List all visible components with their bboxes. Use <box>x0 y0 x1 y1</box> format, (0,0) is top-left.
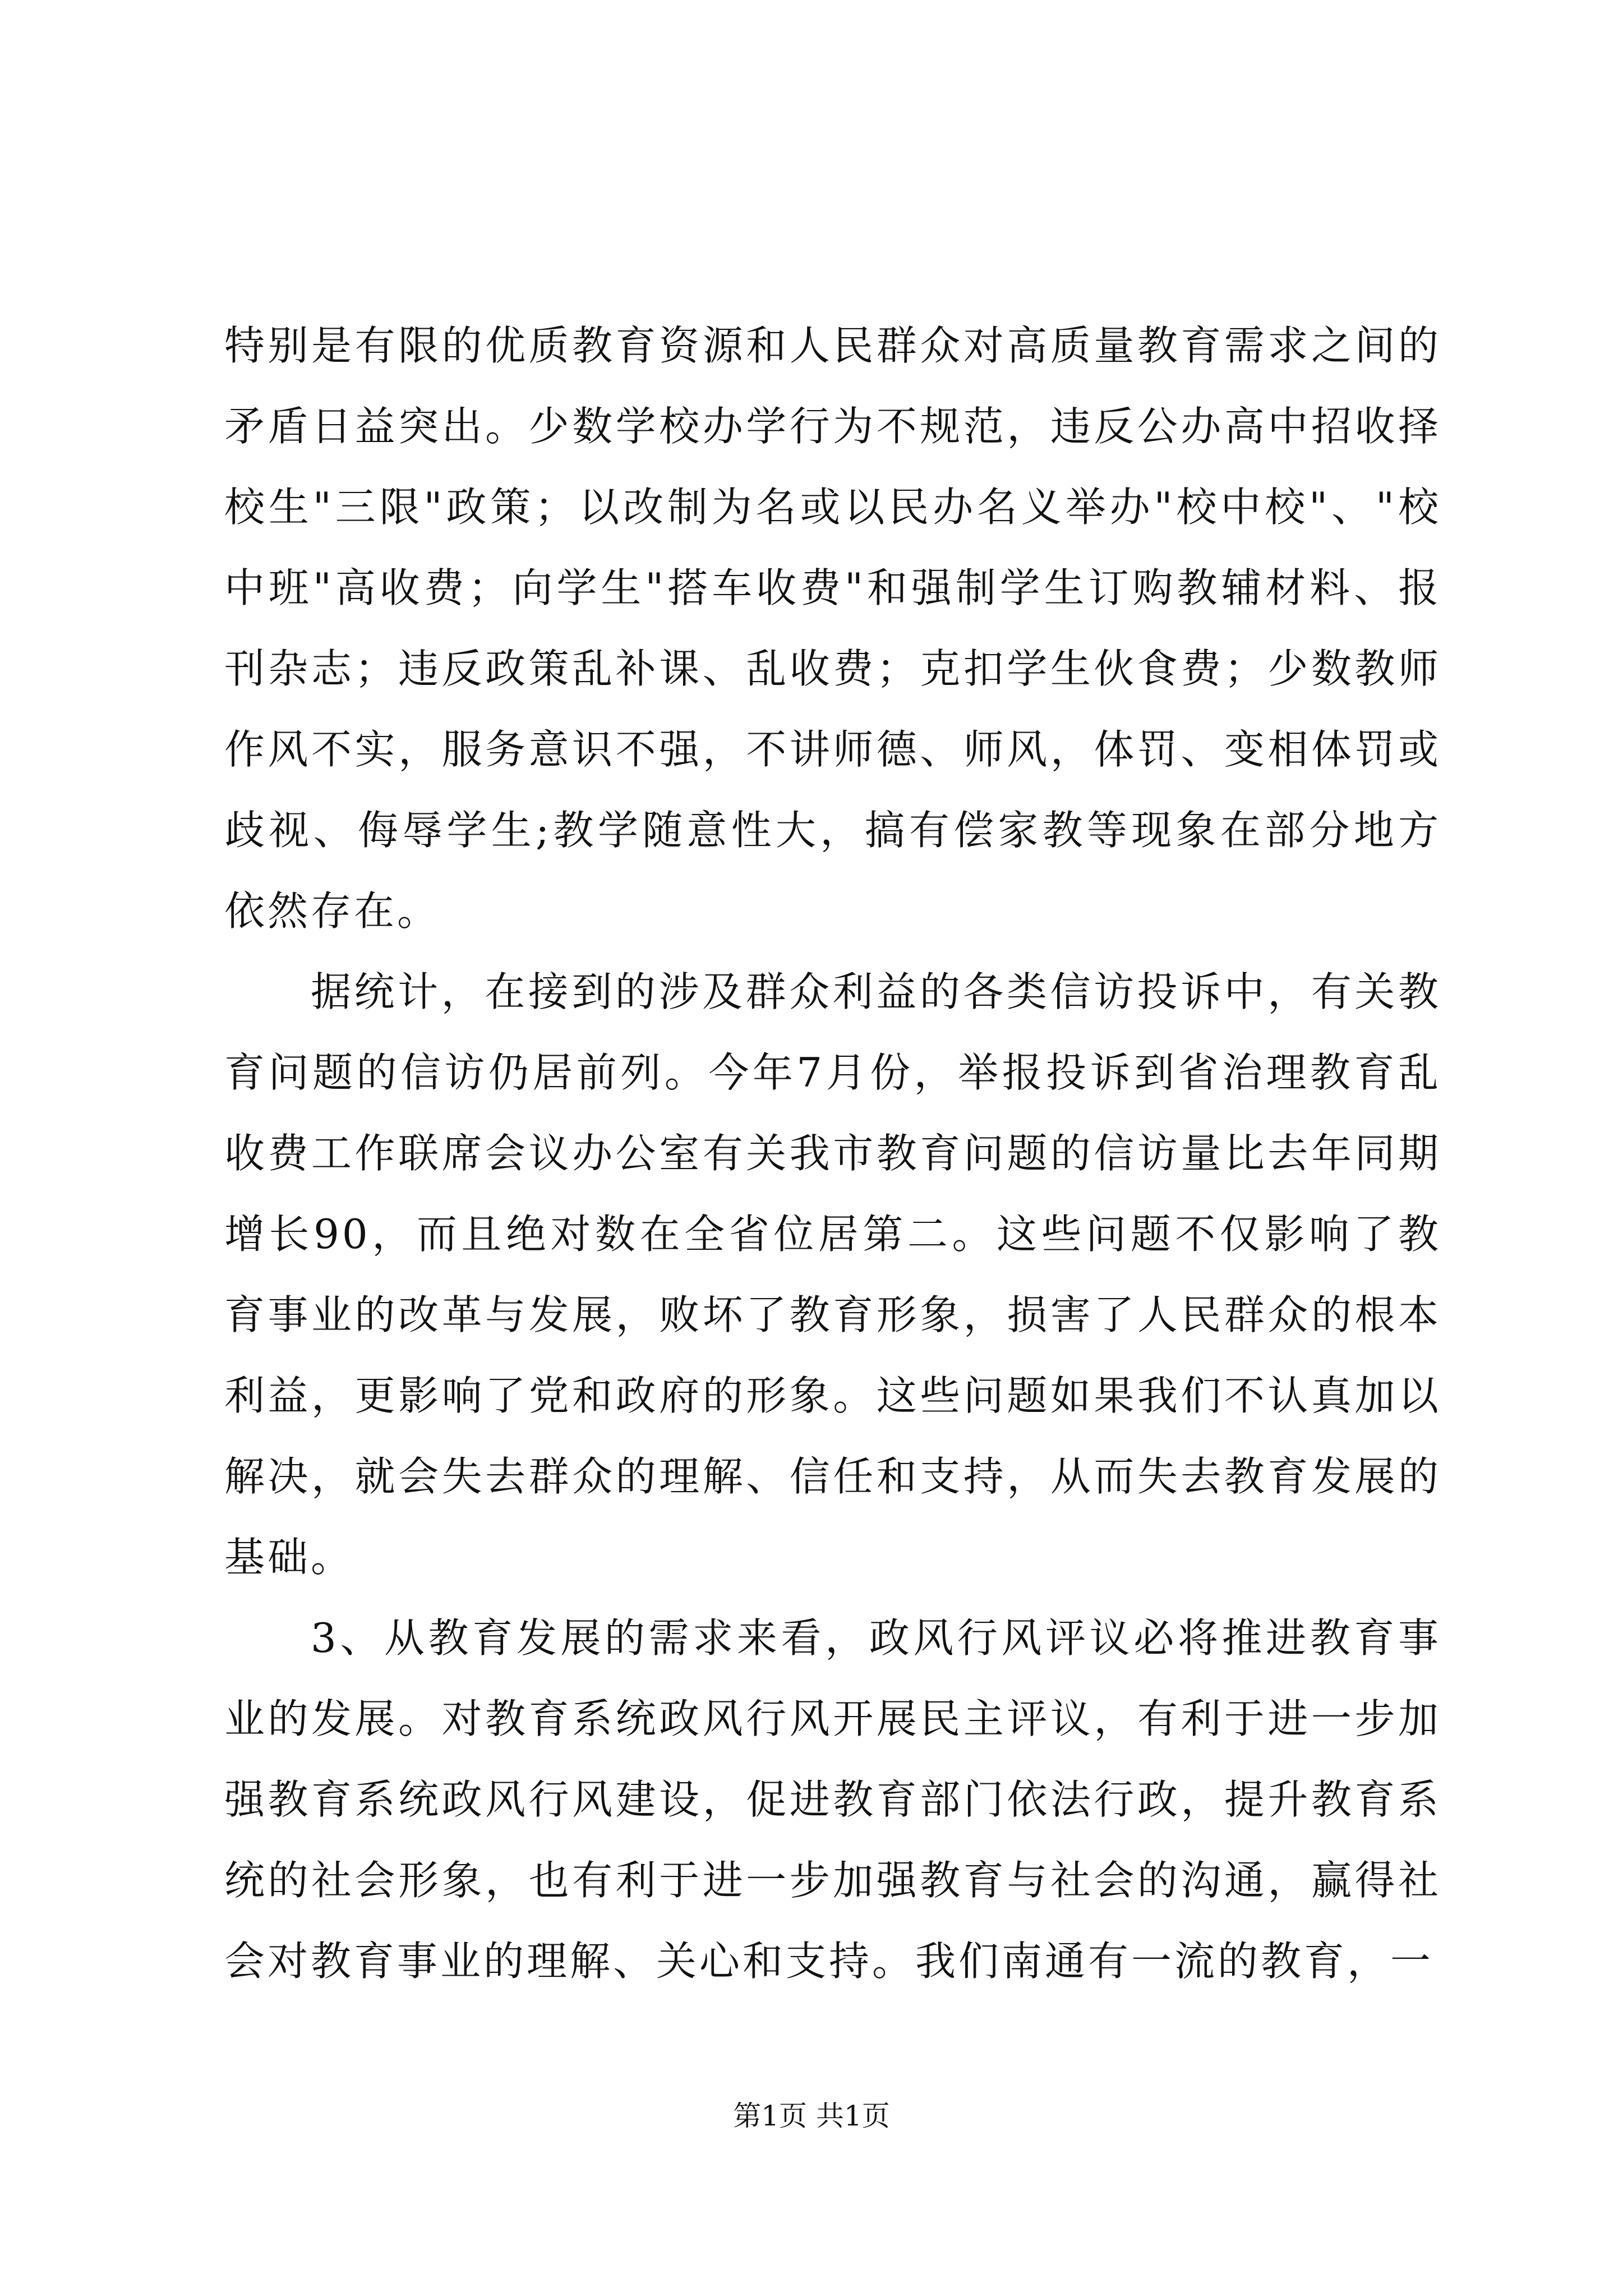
paragraph-section-3: 3、从教育发展的需求来看，政风行风评议必将推进教育事业的发展。对教育系统政风行风开展民主评议，有利于进一步加强教育系统政风行风建设，促进教育部门依法行政，提升教育系统的社会形象，也有利于进一步加强教育与社会的沟通，赢得社会对教育事业的理解、关心和支持。我们南通有一流的教育，一 <box>224 1614 1441 1985</box>
paragraph-continuation: 特别是有限的优质教育资源和人民群众对高质量教育需求之间的矛盾日益突出。少数学校办学行为不规范，违反公办高中招收择校生"三限"政策；以改制为名或以民办名义举办"校中校"、"校中班"高收费；向学生"搭车收费"和强制学生订购教辅材料、报刊杂志；违反政策乱补课、乱收费；克扣学生伙食费；少数教师作风不实，服务意识不强，不讲师德、师风，体罚、变相体罚或歧视、侮辱学生;教学随意性大，搞有偿家教等现象在部分地方依然存在。 <box>224 322 1441 935</box>
document-body <box>224 305 1441 2001</box>
paragraph-statistics: 据统计，在接到的涉及群众利益的各类信访投诉中，有关教育问题的信访仍居前列。今年7月份，举报投诉到省治理教育乱收费工作联席会议办公室有关我市教育问题的信访量比去年同期增长90，而且绝对数在全省位居第二。这些问题不仅影响了教育事业的改革与发展，败坏了教育形象，损害了人民群众的根本利益，更影响了党和政府的形象。这些问题如果我们不认真加以解决，就会失去群众的理解、信任和支持，从而失去教育发展的基础。 <box>224 968 1441 1581</box>
page-footer: 第1页 共1页 <box>733 2100 890 2132</box>
